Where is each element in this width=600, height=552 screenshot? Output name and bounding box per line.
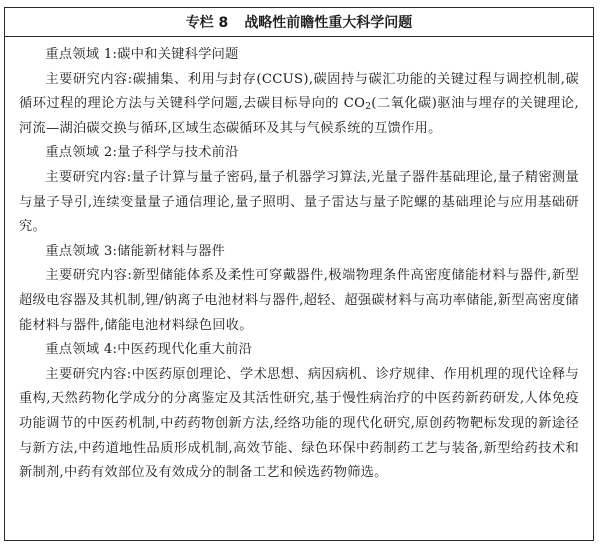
area-content: 主要研究内容:中医药原创理论、学术思想、病因病机、诊疗规律、作用机理的现代诠释与重构,天然药物化学成分的分离鉴定及其活性研究,基于慢性病治疗的中医药新药研发,人体免疫功能调节的中医药机制,中药药物创新方法,经络功能的现代化研究,原创药物靶标发现的新途径与新方法,中药道地性品质形成机制,高效节能、绿色环保中药制药工艺与装备,新型给药技术和新制剂,中药有效部位及有效成分的制备工艺和候选药物筛选。 xyxy=(19,366,579,481)
area-heading: 重点领域 4:中医药现代化重大前沿 xyxy=(45,342,253,358)
area-content: 主要研究内容:量子计算与量子密码,量子机器学习算法,光量子器件基础理论,量子精密测量与量子导引,连续变量量子通信理论,量子照明、量子雷达与量子陀螺的基础理论与应用基础研究。 xyxy=(19,169,579,235)
column-box xyxy=(4,7,594,541)
area-content: 主要研究内容:新型储能体系及柔性可穿戴器件,极端物理条件高密度储能材料与器件,新型超级电容器及其机制,锂/钠离子电池材料与器件,超轻、超强碳材料与高功率储能,新型高密度储能材料与器件,储能电池材料绿色回收。 xyxy=(19,268,579,333)
box-number: 专栏 8 xyxy=(185,15,229,31)
area-heading: 重点领域 3:储能新材料与器件 xyxy=(45,243,226,259)
box-title-text: 战略性前瞻性重大科学问题 xyxy=(244,15,413,31)
box-content xyxy=(5,37,593,486)
box-title xyxy=(5,8,593,37)
area-content: 主要研究内容:碳捕集、利用与封存(CCUS),碳固持与碳汇功能的关键过程与调控机制,碳循环过程的理论方法与关键科学问题,去碳目标导向的 $CO_2$(二氧化碳)驱油与埋存的关键理论,河流—湖泊碳交换与循环,区域生态碳循环及其与气候系统的互馈作用。 xyxy=(19,71,579,136)
area-heading: 重点领域 2:量子科学与技术前沿 xyxy=(45,145,239,161)
area-heading: 重点领域 1:碳中和关键科学问题 xyxy=(45,47,239,62)
